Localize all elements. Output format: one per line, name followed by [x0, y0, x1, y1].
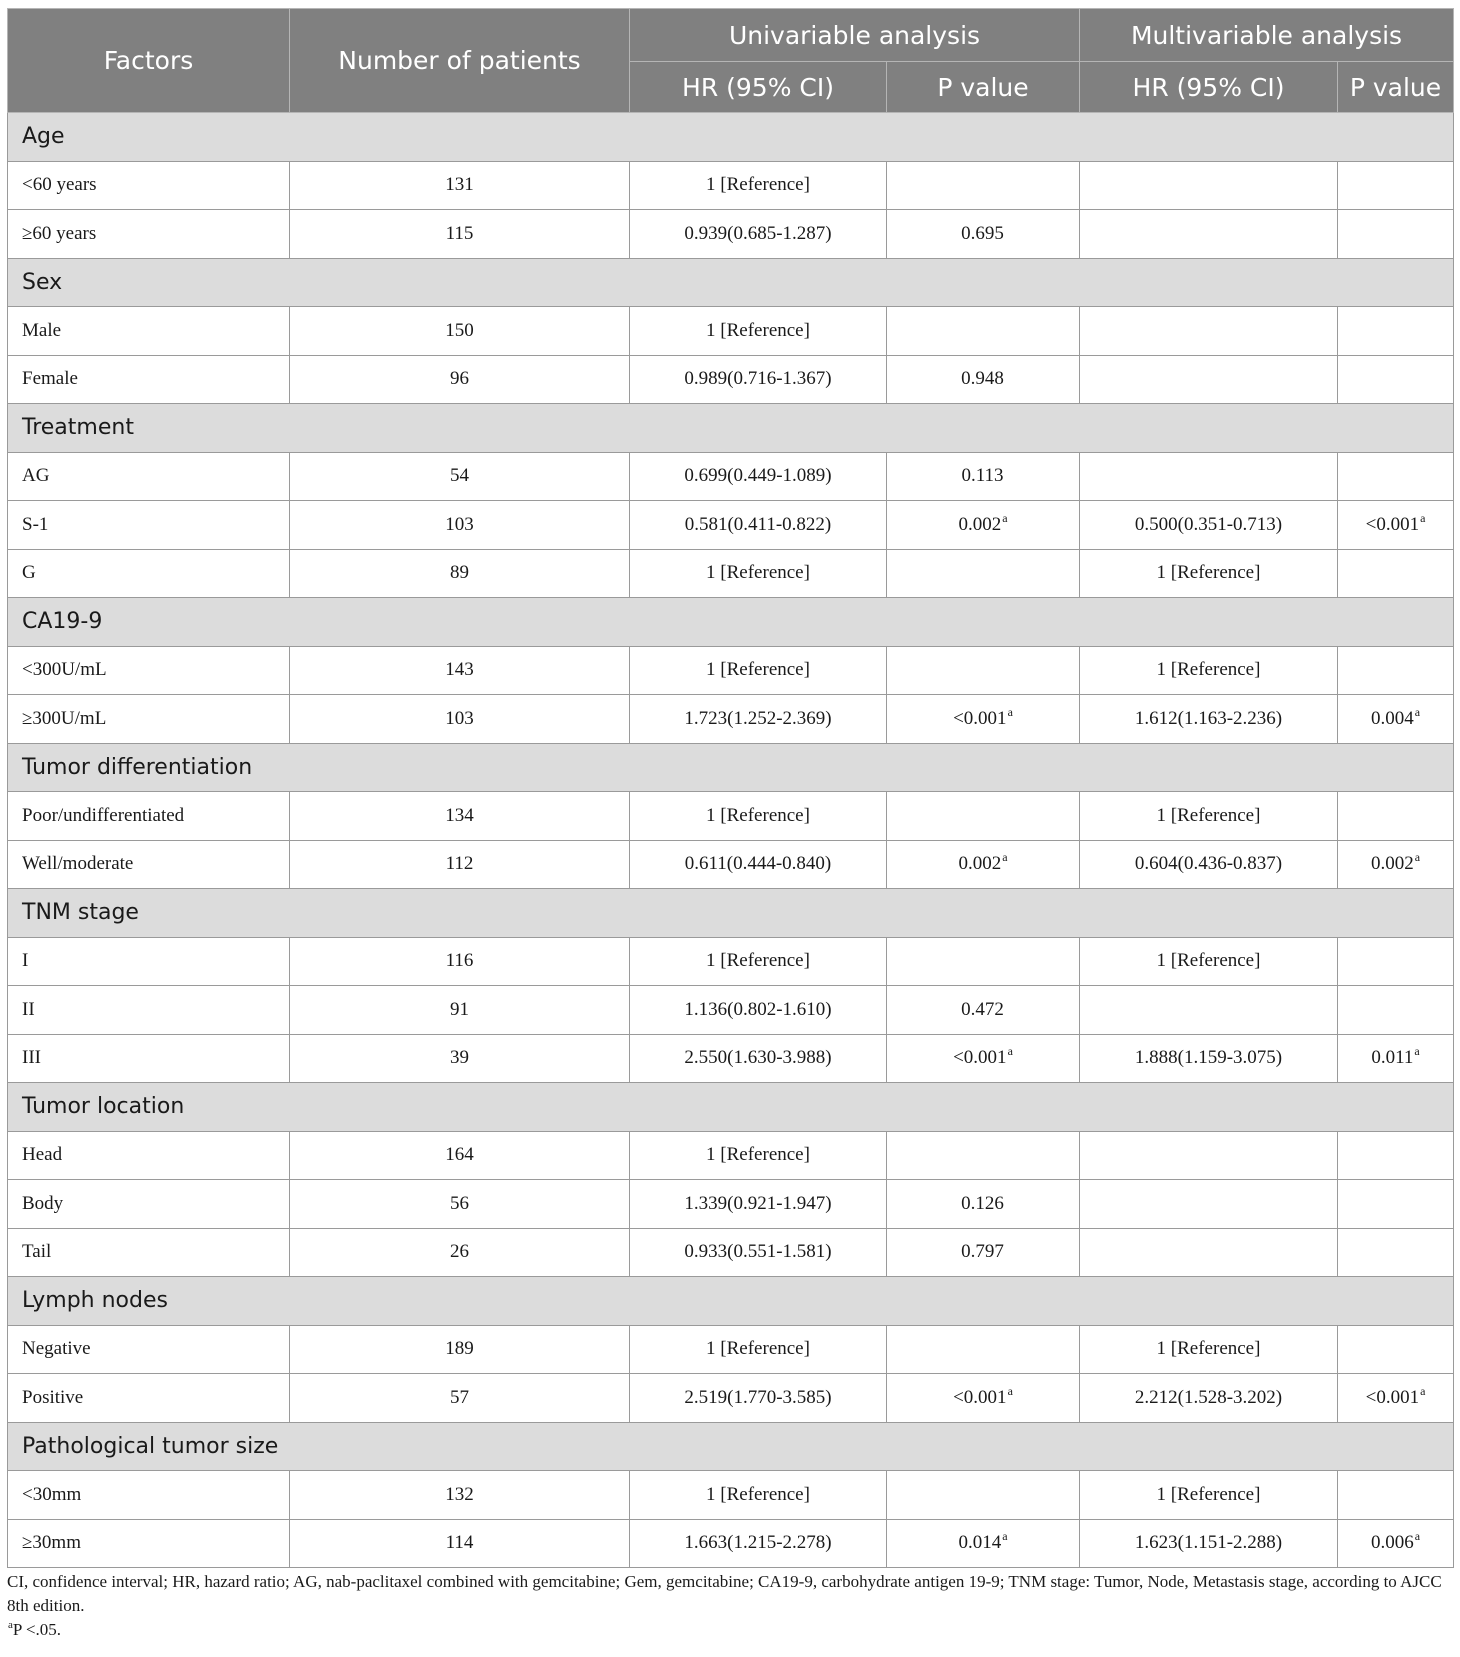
- header-multivariable: Multivariable analysis: [1080, 9, 1454, 62]
- univariable-hr-text: 1 [Reference]: [706, 1483, 810, 1505]
- univariable-p-text: 0.797: [961, 1241, 1004, 1263]
- footnote-sup: a: [8, 1619, 13, 1631]
- table-row: [8, 452, 1454, 501]
- univariable-hr-text: 1 [Reference]: [706, 659, 810, 681]
- table-row: [8, 840, 1454, 889]
- patients-count-text: 96: [450, 368, 469, 390]
- multivariable-hr: [1080, 986, 1338, 1035]
- univariable-hr: [630, 792, 887, 841]
- patients-count: [290, 452, 630, 501]
- univariable-p-sup: a: [1007, 704, 1013, 719]
- univariable-hr: [630, 840, 887, 889]
- univariable-p-sup: a: [1002, 1529, 1008, 1544]
- table-row: [8, 161, 1454, 210]
- patients-count-text: 189: [445, 1338, 474, 1360]
- multivariable-p: [1338, 1471, 1454, 1520]
- factor-label: [8, 1471, 290, 1520]
- univariable-p-text: 0.113: [961, 465, 1004, 487]
- patients-count: [290, 1034, 630, 1083]
- group-row: [8, 598, 1454, 647]
- factor-label-text: Female: [22, 368, 78, 390]
- multivariable-hr: [1080, 1325, 1338, 1374]
- univariable-hr-text: 0.581(0.411-0.822): [684, 513, 832, 535]
- univariable-hr-text: 0.611(0.444-0.840): [684, 853, 832, 875]
- factor-label: [8, 452, 290, 501]
- factor-label: [8, 1131, 290, 1180]
- factor-label-text: Male: [22, 319, 62, 341]
- factor-label: [8, 695, 290, 744]
- patients-count-text: 56: [450, 1192, 469, 1214]
- multivariable-hr-text: 0.500(0.351-0.713): [1134, 513, 1283, 535]
- factor-label-text: Negative: [22, 1338, 91, 1360]
- multivariable-hr-text: 0.604(0.436-0.837): [1134, 853, 1283, 875]
- patients-count-text: 132: [445, 1483, 474, 1505]
- multivariable-hr: [1080, 1180, 1338, 1229]
- multivariable-p-sup: a: [1414, 704, 1421, 719]
- multivariable-hr-text: 1.888(1.159-3.075): [1134, 1047, 1283, 1069]
- table-row: [8, 1180, 1454, 1229]
- multivariable-p: [1338, 1325, 1454, 1374]
- table-row: [8, 355, 1454, 404]
- group-title: Treatment: [8, 404, 1454, 453]
- multivariable-p: [1338, 695, 1454, 744]
- multivariable-p: [1338, 1180, 1454, 1229]
- factor-label: [8, 161, 290, 210]
- multivariable-p: [1338, 1519, 1454, 1568]
- multivariable-p: [1338, 1228, 1454, 1277]
- univariable-hr: [630, 307, 887, 356]
- univariable-p: [887, 646, 1080, 695]
- univariable-p-text: 0.126: [961, 1192, 1004, 1214]
- univariable-hr-text: 1 [Reference]: [706, 562, 810, 584]
- univariable-hr-text: 2.550(1.630-3.988): [684, 1047, 832, 1069]
- univariable-p-sup: a: [1007, 1044, 1013, 1059]
- multivariable-p: [1338, 986, 1454, 1035]
- patients-count: [290, 307, 630, 356]
- univariable-hr-text: 1 [Reference]: [706, 950, 810, 972]
- header-univariable: Univariable analysis: [630, 9, 1080, 62]
- patients-count-text: 103: [445, 707, 474, 729]
- factor-label-text: Tail: [22, 1241, 52, 1263]
- multivariable-p-sup: a: [1420, 1383, 1426, 1398]
- univariable-p: [887, 1180, 1080, 1229]
- group-title: Tumor differentiation: [8, 743, 1454, 792]
- multivariable-hr: [1080, 937, 1338, 986]
- multivariable-p: [1338, 307, 1454, 356]
- multivariable-hr: [1080, 161, 1338, 210]
- table-row: [8, 1325, 1454, 1374]
- multivariable-p: [1338, 646, 1454, 695]
- group-title: Lymph nodes: [8, 1277, 1454, 1326]
- univariable-hr-text: 1.339(0.921-1.947): [684, 1192, 832, 1214]
- group-row: [8, 889, 1454, 938]
- univariable-hr: [630, 1180, 887, 1229]
- patients-count-text: 54: [450, 465, 469, 487]
- univariable-p-text: <0.001: [953, 707, 1007, 729]
- univariable-p: [887, 792, 1080, 841]
- univariable-hr: [630, 452, 887, 501]
- group-title: TNM stage: [8, 889, 1454, 938]
- group-row: [8, 1277, 1454, 1326]
- univariable-p-sup: a: [1002, 850, 1008, 865]
- multivariable-hr: [1080, 1519, 1338, 1568]
- univariable-p-text: <0.001: [953, 1047, 1007, 1069]
- hazard-ratio-table: [7, 8, 1454, 1568]
- table-row: [8, 1228, 1454, 1277]
- multivariable-hr-text: 2.212(1.528-3.202): [1134, 1386, 1283, 1408]
- univariable-p: [887, 1131, 1080, 1180]
- patients-count-text: 131: [445, 174, 474, 196]
- multivariable-hr: [1080, 695, 1338, 744]
- univariable-hr-text: 0.933(0.551-1.581): [684, 1241, 832, 1263]
- patients-count: [290, 1131, 630, 1180]
- univariable-p-text: <0.001: [953, 1386, 1007, 1408]
- patients-count-text: 103: [445, 513, 474, 535]
- header-patients: Number of patients: [290, 9, 630, 113]
- univariable-p: [887, 840, 1080, 889]
- univariable-hr: [630, 161, 887, 210]
- patients-count: [290, 840, 630, 889]
- patients-count: [290, 986, 630, 1035]
- group-row: [8, 1422, 1454, 1471]
- univariable-p-sup: a: [1007, 1383, 1013, 1398]
- univariable-hr-text: 1 [Reference]: [706, 319, 810, 341]
- factor-label-text: Head: [22, 1144, 63, 1166]
- factor-label: [8, 937, 290, 986]
- multivariable-p-sup: a: [1414, 1044, 1420, 1059]
- patients-count-text: 115: [445, 222, 474, 244]
- group-row: [8, 743, 1454, 792]
- patients-count: [290, 937, 630, 986]
- univariable-p: [887, 937, 1080, 986]
- patients-count: [290, 501, 630, 550]
- group-row: [8, 404, 1454, 453]
- patients-count-text: 114: [445, 1532, 474, 1554]
- multivariable-hr-text: 1 [Reference]: [1156, 950, 1261, 972]
- factor-label-text: ≥30mm: [22, 1532, 81, 1554]
- table-row: [8, 986, 1454, 1035]
- patients-count: [290, 1519, 630, 1568]
- univariable-hr: [630, 695, 887, 744]
- univariable-p-sup: a: [1002, 510, 1008, 525]
- group-title: Tumor location: [8, 1083, 1454, 1132]
- univariable-p: [887, 501, 1080, 550]
- multivariable-hr-text: 1 [Reference]: [1156, 1338, 1261, 1360]
- univariable-p: [887, 210, 1080, 259]
- factor-label-text: Well/moderate: [22, 853, 134, 875]
- univariable-hr-text: 1.136(0.802-1.610): [684, 998, 832, 1020]
- header-univariable-p: P value: [887, 62, 1080, 113]
- patients-count: [290, 549, 630, 598]
- multivariable-p-text: 0.004: [1370, 707, 1414, 729]
- univariable-p: [887, 549, 1080, 598]
- factor-label-text: <60 years: [22, 174, 97, 196]
- patients-count: [290, 161, 630, 210]
- table-row: [8, 937, 1454, 986]
- multivariable-p: [1338, 1131, 1454, 1180]
- univariable-hr: [630, 1034, 887, 1083]
- univariable-p-text: 0.002: [958, 513, 1002, 535]
- multivariable-hr: [1080, 1228, 1338, 1277]
- multivariable-hr-text: 1.623(1.151-2.288): [1134, 1532, 1283, 1554]
- multivariable-p: [1338, 549, 1454, 598]
- multivariable-hr-text: 1 [Reference]: [1156, 659, 1261, 681]
- multivariable-p: [1338, 161, 1454, 210]
- factor-label: [8, 1228, 290, 1277]
- multivariable-hr: [1080, 1131, 1338, 1180]
- factor-label: [8, 840, 290, 889]
- multivariable-p-text: 0.002: [1370, 853, 1414, 875]
- multivariable-hr-text: 1.612(1.163-2.236): [1134, 707, 1283, 729]
- factor-label: [8, 307, 290, 356]
- factor-label: [8, 355, 290, 404]
- multivariable-p: [1338, 452, 1454, 501]
- patients-count-text: 150: [445, 319, 474, 341]
- multivariable-p-sup: a: [1414, 1529, 1421, 1544]
- factor-label-text: II: [22, 998, 35, 1020]
- footnote-significance-text: P <.05.: [12, 1620, 62, 1639]
- group-title: Sex: [8, 258, 1454, 307]
- univariable-hr: [630, 1131, 887, 1180]
- factor-label: [8, 549, 290, 598]
- patients-count: [290, 1325, 630, 1374]
- table-row: [8, 1519, 1454, 1568]
- univariable-p-text: 0.002: [958, 853, 1002, 875]
- factor-label: [8, 1034, 290, 1083]
- multivariable-p: [1338, 355, 1454, 404]
- table-row: [8, 1471, 1454, 1520]
- patients-count-text: 116: [445, 950, 474, 972]
- multivariable-p: [1338, 1374, 1454, 1423]
- table-row: [8, 1374, 1454, 1423]
- patients-count: [290, 210, 630, 259]
- univariable-p: [887, 307, 1080, 356]
- factor-label-text: III: [22, 1047, 41, 1069]
- factor-label-text: <300U/mL: [22, 659, 107, 681]
- univariable-p: [887, 695, 1080, 744]
- univariable-hr-text: 0.699(0.449-1.089): [684, 465, 832, 487]
- univariable-p-text: 0.014: [958, 1532, 1002, 1554]
- multivariable-hr: [1080, 792, 1338, 841]
- univariable-hr-text: 0.939(0.685-1.287): [684, 222, 832, 244]
- univariable-hr-text: 1.663(1.215-2.278): [684, 1532, 832, 1554]
- table-row: [8, 549, 1454, 598]
- patients-count-text: 143: [445, 659, 474, 681]
- factor-label: [8, 501, 290, 550]
- multivariable-hr: [1080, 452, 1338, 501]
- univariable-hr-text: 1 [Reference]: [706, 174, 810, 196]
- univariable-hr: [630, 1325, 887, 1374]
- univariable-p: [887, 1228, 1080, 1277]
- factor-label-text: I: [22, 950, 29, 972]
- factor-label-text: G: [22, 562, 36, 584]
- univariable-p: [887, 1519, 1080, 1568]
- univariable-p: [887, 355, 1080, 404]
- univariable-hr-text: 1 [Reference]: [706, 804, 810, 826]
- multivariable-p-text: 0.006: [1370, 1532, 1414, 1554]
- univariable-hr-text: 0.989(0.716-1.367): [684, 368, 832, 390]
- group-title: Age: [8, 113, 1454, 162]
- multivariable-p: [1338, 840, 1454, 889]
- header-multivariable-hr: HR (95% CI): [1080, 62, 1338, 113]
- factor-label: [8, 646, 290, 695]
- table-row: [8, 792, 1454, 841]
- factor-label-text: ≥300U/mL: [22, 707, 107, 729]
- factor-label: [8, 1325, 290, 1374]
- univariable-hr-text: 1.723(1.252-2.369): [684, 707, 832, 729]
- multivariable-hr: [1080, 1034, 1338, 1083]
- factor-label: [8, 210, 290, 259]
- header-multivariable-p: P value: [1338, 62, 1454, 113]
- table-row: [8, 646, 1454, 695]
- univariable-hr: [630, 646, 887, 695]
- multivariable-hr: [1080, 549, 1338, 598]
- group-title: CA19-9: [8, 598, 1454, 647]
- factor-label-text: <30mm: [22, 1483, 82, 1505]
- group-row: [8, 1083, 1454, 1132]
- multivariable-p-text: <0.001: [1365, 1386, 1420, 1408]
- multivariable-p-sup: a: [1414, 850, 1421, 865]
- multivariable-p: [1338, 210, 1454, 259]
- univariable-p: [887, 1325, 1080, 1374]
- univariable-p: [887, 1034, 1080, 1083]
- univariable-p: [887, 1374, 1080, 1423]
- univariable-hr: [630, 1228, 887, 1277]
- univariable-hr: [630, 1374, 887, 1423]
- univariable-p: [887, 452, 1080, 501]
- multivariable-p: [1338, 792, 1454, 841]
- factor-label-text: AG: [22, 465, 50, 487]
- univariable-p: [887, 986, 1080, 1035]
- multivariable-hr: [1080, 1471, 1338, 1520]
- multivariable-hr: [1080, 1374, 1338, 1423]
- footnote-abbreviations: CI, confidence interval; HR, hazard ratio; AG, nab-paclitaxel combined with gemcitabine; Gem, gemcitabine; CA19-9, carbohydrate antigen 19-9; TNM stage: Tumor, Node, Metastasis stage, according to AJCC 8th edition.: [7, 1572, 1442, 1615]
- table-body: [8, 113, 1454, 1568]
- univariable-hr: [630, 501, 887, 550]
- factor-label-text: Poor/undifferentiated: [22, 804, 185, 826]
- univariable-hr: [630, 355, 887, 404]
- patients-count: [290, 695, 630, 744]
- patients-count: [290, 792, 630, 841]
- patients-count-text: 164: [445, 1144, 474, 1166]
- patients-count-text: 39: [450, 1047, 469, 1069]
- table-header: [8, 9, 1454, 113]
- patients-count-text: 134: [445, 804, 474, 826]
- patients-count-text: 112: [445, 853, 474, 875]
- table-row: [8, 501, 1454, 550]
- univariable-hr: [630, 937, 887, 986]
- univariable-hr-text: 1 [Reference]: [706, 1144, 810, 1166]
- patients-count: [290, 355, 630, 404]
- multivariable-hr: [1080, 355, 1338, 404]
- table-row: [8, 1034, 1454, 1083]
- patients-count-text: 26: [450, 1241, 469, 1263]
- factor-label-text: ≥60 years: [22, 222, 97, 244]
- group-row: [8, 258, 1454, 307]
- univariable-hr-text: 1 [Reference]: [706, 1338, 810, 1360]
- factor-label-text: Body: [22, 1192, 64, 1214]
- univariable-hr: [630, 986, 887, 1035]
- patients-count-text: 57: [450, 1386, 469, 1408]
- univariable-hr: [630, 1471, 887, 1520]
- multivariable-hr-text: 1 [Reference]: [1156, 562, 1261, 584]
- univariable-hr: [630, 1519, 887, 1568]
- footnote-significance: [7, 1618, 1453, 1642]
- patients-count: [290, 1228, 630, 1277]
- table-container: [7, 8, 1453, 1642]
- univariable-hr-text: 2.519(1.770-3.585): [684, 1386, 832, 1408]
- multivariable-p-sup: a: [1420, 510, 1426, 525]
- header-univariable-hr: HR (95% CI): [630, 62, 887, 113]
- table-row: [8, 695, 1454, 744]
- patients-count-text: 89: [450, 562, 469, 584]
- multivariable-p: [1338, 1034, 1454, 1083]
- factor-label: [8, 986, 290, 1035]
- group-title: Pathological tumor size: [8, 1422, 1454, 1471]
- multivariable-hr: [1080, 840, 1338, 889]
- table-footnote: [7, 1570, 1453, 1642]
- multivariable-hr: [1080, 210, 1338, 259]
- multivariable-p-text: <0.001: [1365, 513, 1420, 535]
- multivariable-p: [1338, 937, 1454, 986]
- factor-label: [8, 1519, 290, 1568]
- table-row: [8, 210, 1454, 259]
- multivariable-p: [1338, 501, 1454, 550]
- multivariable-hr-text: 1 [Reference]: [1156, 1483, 1261, 1505]
- table-row: [8, 1131, 1454, 1180]
- univariable-p: [887, 161, 1080, 210]
- univariable-p-text: 0.948: [961, 368, 1004, 390]
- univariable-p-text: 0.695: [961, 222, 1004, 244]
- patients-count: [290, 1180, 630, 1229]
- header-factors: Factors: [8, 9, 290, 113]
- multivariable-hr: [1080, 307, 1338, 356]
- factor-label: [8, 1180, 290, 1229]
- patients-count: [290, 1374, 630, 1423]
- univariable-hr: [630, 210, 887, 259]
- univariable-hr: [630, 549, 887, 598]
- multivariable-hr-text: 1 [Reference]: [1156, 804, 1261, 826]
- table-row: [8, 307, 1454, 356]
- factor-label: [8, 1374, 290, 1423]
- patients-count-text: 91: [450, 998, 469, 1020]
- multivariable-hr: [1080, 646, 1338, 695]
- patients-count: [290, 646, 630, 695]
- univariable-p-text: 0.472: [961, 998, 1004, 1020]
- group-row: [8, 113, 1454, 162]
- patients-count: [290, 1471, 630, 1520]
- multivariable-hr: [1080, 501, 1338, 550]
- multivariable-p-text: 0.011: [1371, 1047, 1414, 1069]
- factor-label: [8, 792, 290, 841]
- univariable-p: [887, 1471, 1080, 1520]
- factor-label-text: S-1: [22, 513, 49, 535]
- factor-label-text: Positive: [22, 1386, 84, 1408]
